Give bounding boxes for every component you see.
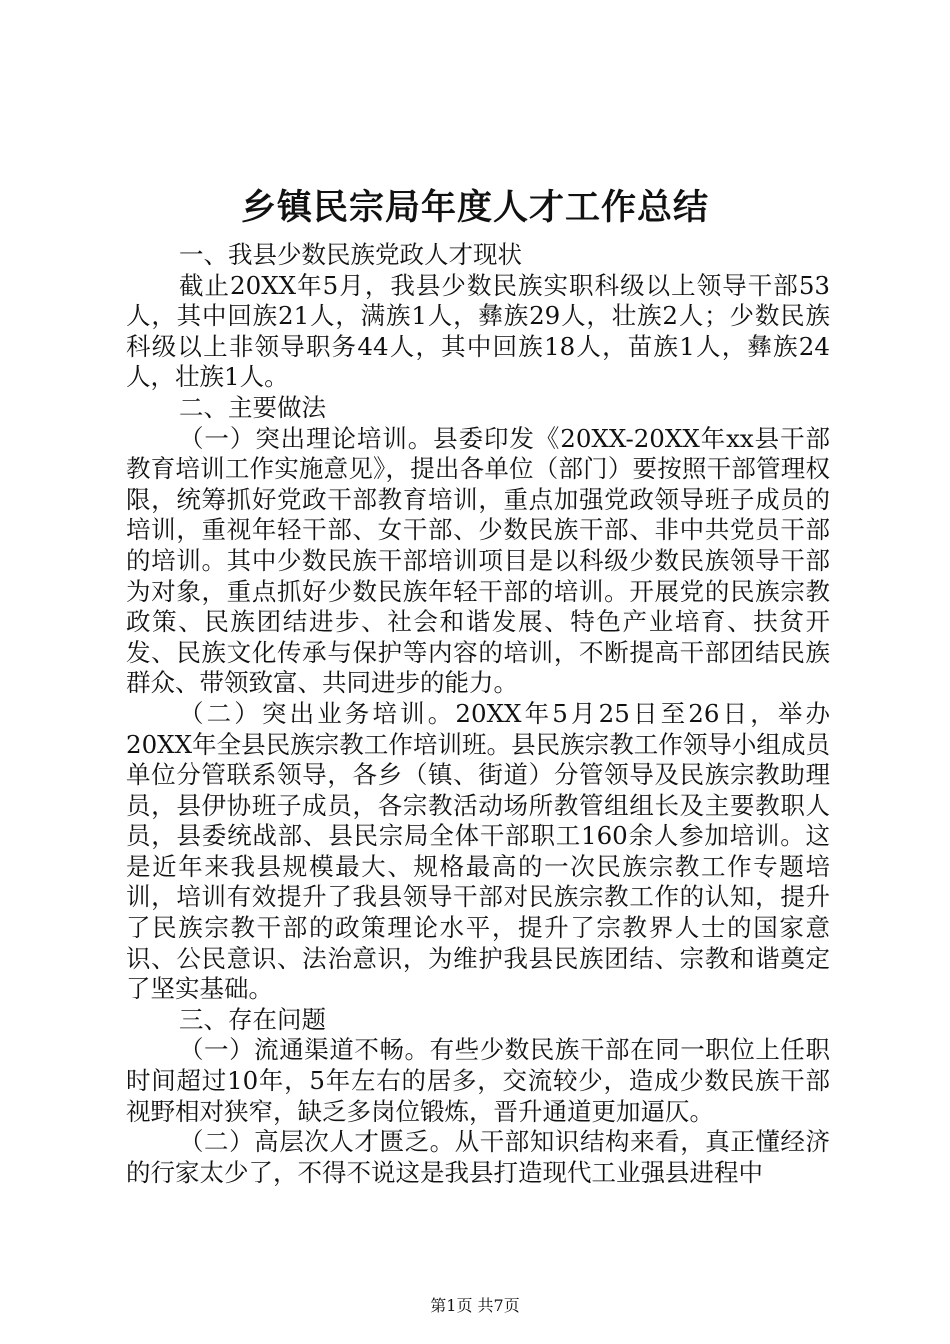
section-heading-1: 一、我县少数民族党政人才现状 — [179, 240, 522, 269]
document-title: 乡镇民宗局年度人才工作总结 — [240, 187, 709, 228]
page-footer: 第1页 共7页 — [430, 1296, 520, 1315]
paragraph-circulation-problem: （一）流通渠道不畅。有些少数民族干部在同一职位上任职时间超过10年，5年左右的居多，交流较少，造成少数民族干部视野相对狭窄，缺乏多岗位锻炼，晋升通道更加逼仄。 — [126, 1035, 830, 1126]
paragraph-talent-shortage: （二）高层次人才匮乏。从干部知识结构来看，真正懂经济的行家太少了，不得不说这是我县打造现代工业强县进程中 — [126, 1127, 830, 1187]
paragraph-business-training: （二）突出业务培训。20XX年5月25日至26日，举办20XX年全县民族宗教工作培训班。县民族宗教工作领导小组成员单位分管联系领导，各乡（镇、街道）分管领导及民族宗教助理员，县伊协班子成员，各宗教活动场所教管组组长及主要教职人员，县委统战部、县民宗局全体干部职工160余人参加培训。这是近年来我县规模最大、规格最高的一次民族宗教工作专题培训，培训有效提升了我县领导干部对民族宗教工作的认知，提升了民族宗教干部的政策理论水平，提升了宗教界人士的国家意识、公民意识、法治意识，为维护我县民族团结、宗教和谐奠定了坚实基础。 — [126, 698, 830, 1004]
paragraph-talent-status: 截止20XX年5月，我县少数民族实职科级以上领导干部53人，其中回族21人，满族1人，彝族29人，壮族2人；少数民族科级以上非领导职务44人，其中回族18人，苗族1人，彝族24人，壮族1人。 — [126, 270, 830, 392]
section-heading-2: 二、主要做法 — [179, 392, 326, 422]
document-body — [126, 240, 830, 1188]
paragraph-theory-training: （一）突出理论培训。县委印发《20XX-20XX年xx县干部教育培训工作实施意见》，提出各单位（部门）要按照干部管理权限，统筹抓好党政干部教育培训，重点加强党政领导班子成员的培训，重视年轻干部、女干部、少数民族干部、非中共党员干部的培训。其中少数民族干部培训项目是以科级少数民族领导干部为对象，重点抓好少数民族年轻干部的培训。开展党的民族宗教政策、民族团结进步、社会和谐发展、特色产业培育、扶贫开发、民族文化传承与保护等内容的培训，不断提高干部团结民族群众、带领致富、共同进步的能力。 — [126, 423, 830, 698]
section-heading-3: 三、存在问题 — [179, 1004, 326, 1034]
